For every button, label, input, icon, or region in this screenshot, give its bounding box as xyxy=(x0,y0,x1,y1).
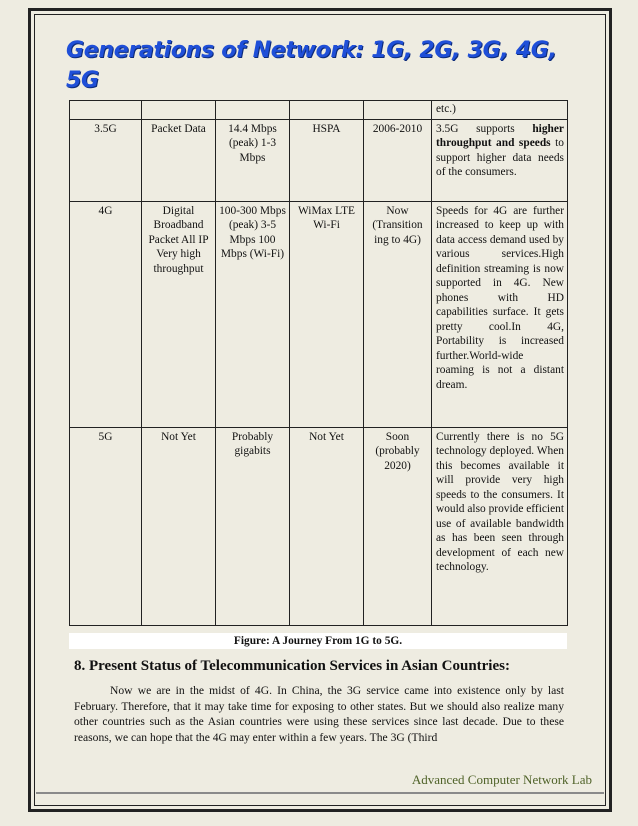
cell-time: Soon (probably 2020) xyxy=(364,427,432,625)
generations-table xyxy=(69,100,568,626)
cell-time: 2006-2010 xyxy=(364,119,432,201)
table-row xyxy=(70,427,568,625)
cell-description: 3.5G supports higher throughput and speeds to support higher data needs of the consumers. xyxy=(432,119,568,201)
cell-generation: 3.5G xyxy=(70,119,142,201)
cell-speed: Probably gigabits xyxy=(216,427,290,625)
cell-description: Currently there is no 5G technology deployed. When this becomes available it will provide very high speeds to the consumers. It would also provide efficient use of available bandwidth as has been seen through development of each new technology. xyxy=(432,427,568,625)
cell-generation: 4G xyxy=(70,201,142,427)
footer-text: Advanced Computer Network Lab xyxy=(411,772,592,787)
table-row xyxy=(70,119,568,201)
table-row xyxy=(70,201,568,427)
cell-speed: 14.4 Mbps (peak) 1-3 Mbps xyxy=(216,119,290,201)
cell-time: Now (Transition ing to 4G) xyxy=(364,201,432,427)
cell-technology: Not Yet xyxy=(142,427,216,625)
body-paragraph: Now we are in the midst of 4G. In China, the 3G service came into existence only by last February. Therefore, that it may take time for exposing to other states. But we should also realize many other countries such as the Asian countries were using these services since last decade. Due to these reasons, we can hope that the 4G may enter within a few years. The 3G (Third xyxy=(74,684,564,744)
cell-description-fragment: etc.) xyxy=(432,101,568,120)
cell-standard: Not Yet xyxy=(290,427,364,625)
footer-divider xyxy=(36,792,604,794)
cell-generation: 5G xyxy=(70,427,142,625)
cell-standard: HSPA xyxy=(290,119,364,201)
cell-technology: Packet Data xyxy=(142,119,216,201)
cell-standard: WiMax LTE Wi-Fi xyxy=(290,201,364,427)
table-row xyxy=(70,101,568,120)
page-title: Generations of Network: 1G, 2G, 3G, 4G, 5G xyxy=(66,38,557,93)
cell-description: Speeds for 4G are further increased to keep up with data access demand used by various services.High definition streaming is now supported in 4G. New phones with HD capabilities surface. It gets pretty cool.In 4G, Portability is increased further.World-wide roaming is not a distant dream. xyxy=(432,201,568,427)
cell-speed: 100-300 Mbps (peak) 3-5 Mbps 100 Mbps (Wi-Fi) xyxy=(216,201,290,427)
figure-caption: Figure: A Journey From 1G to 5G. xyxy=(69,633,567,649)
section-heading: 8. Present Status of Telecommunication Services in Asian Countries: xyxy=(74,658,510,674)
cell-technology: Digital Broadband Packet All IP Very high throughput xyxy=(142,201,216,427)
